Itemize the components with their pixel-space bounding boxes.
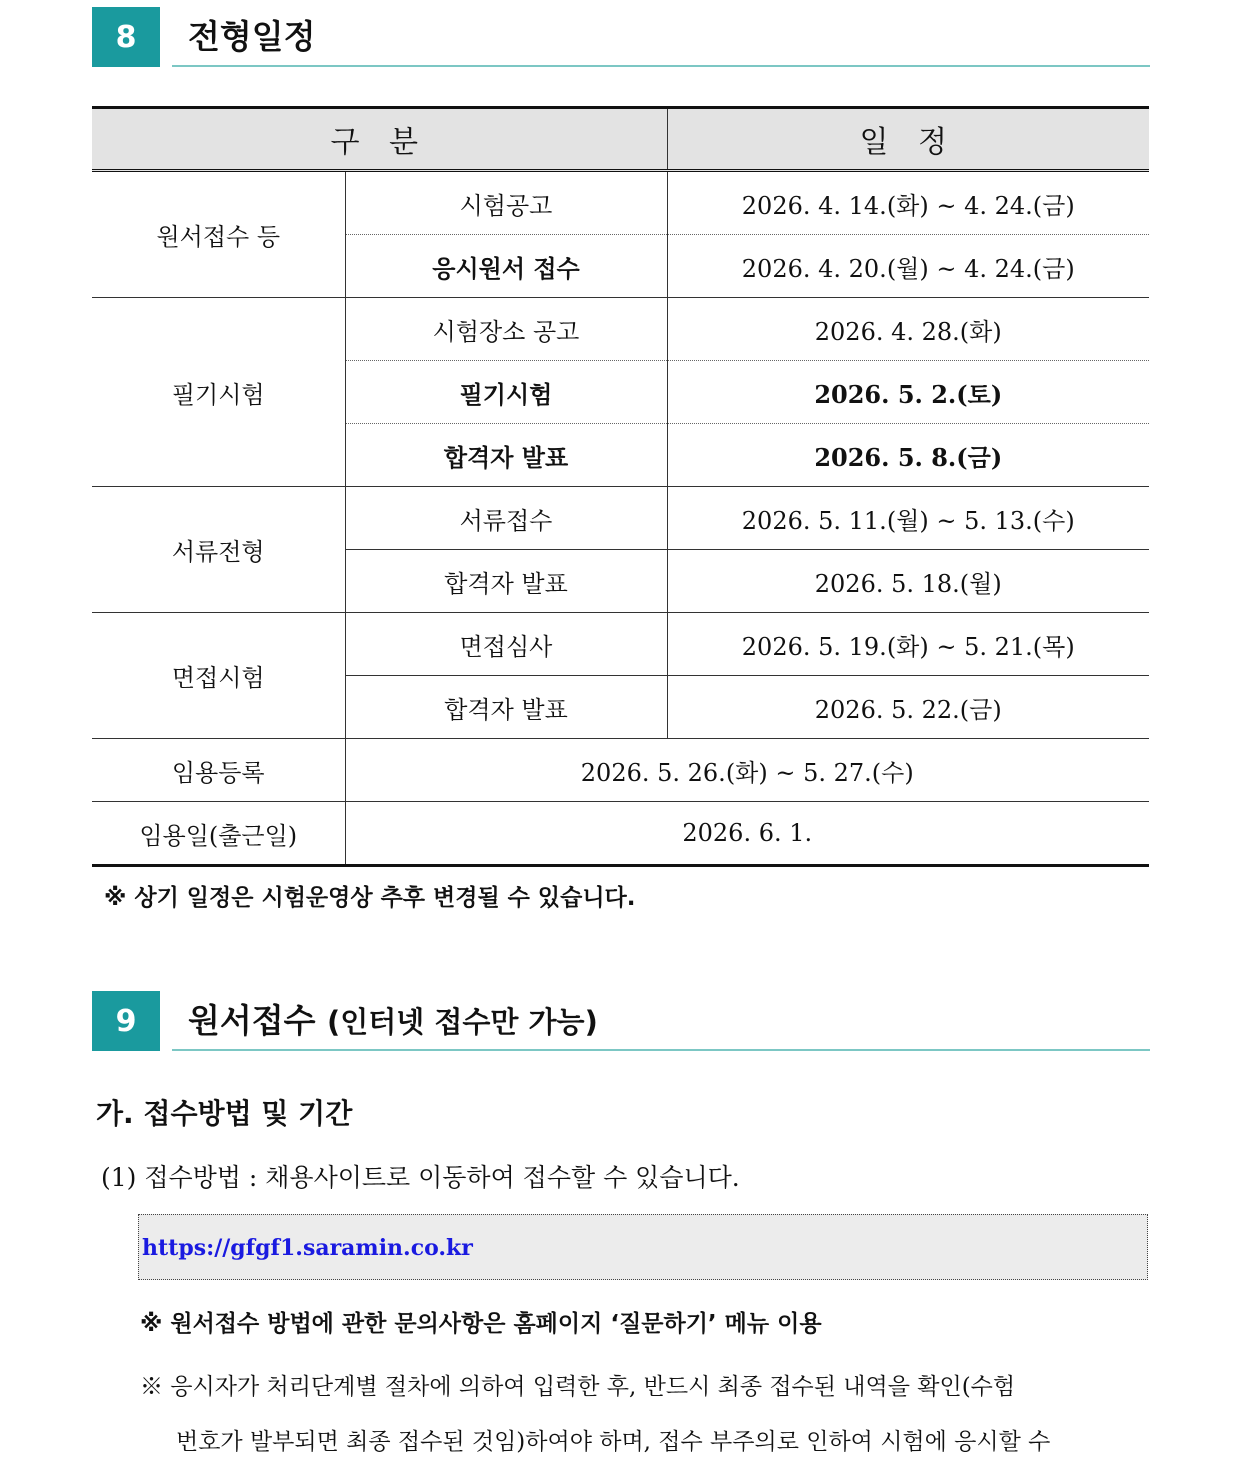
table-row xyxy=(92,298,1149,361)
section-8-header xyxy=(92,7,1150,67)
schedule-note: ※ 상기 일정은 시험운영상 추후 변경될 수 있습니다. xyxy=(104,885,636,911)
date-cell: 2026. 4. 20.(월) ~ 4. 24.(금) xyxy=(667,235,1149,298)
url-link[interactable]: https://gfgf1.saramin.co.kr xyxy=(142,1235,473,1261)
step-cell: 합격자 발표 xyxy=(345,676,667,739)
schedule-table xyxy=(92,106,1149,867)
date-cell: 2026. 5. 18.(월) xyxy=(667,550,1149,613)
confirm-note-line-2: 번호가 발부되면 최종 접수된 것임)하여야 하며, 접수 부주의로 인하여 시험에 응시할 수 xyxy=(176,1429,1051,1455)
date-cell: 2026. 5. 22.(금) xyxy=(667,676,1149,739)
subheading: 가. 접수방법 및 기간 xyxy=(96,1097,353,1130)
confirm-note-line-1: ※ 응시자가 처리단계별 절차에 의하여 입력한 후, 반드시 최종 접수된 내역을 확인(수험 xyxy=(140,1374,1016,1400)
date-cell: 2026. 5. 11.(월) ~ 5. 13.(수) xyxy=(667,487,1149,550)
category-cell: 원서접수 등 xyxy=(92,171,345,298)
table-row xyxy=(92,739,1149,802)
step-cell: 필기시험 xyxy=(345,361,667,424)
table-row xyxy=(92,171,1149,235)
section-9-header xyxy=(92,991,1150,1051)
date-cell: 2026. 5. 19.(화) ~ 5. 21.(목) xyxy=(667,613,1149,676)
date-cell: 2026. 5. 8.(금) xyxy=(667,424,1149,487)
section-title: 전형일정 xyxy=(188,17,316,56)
category-cell: 서류전형 xyxy=(92,487,345,613)
step-cell: 면접심사 xyxy=(345,613,667,676)
section-number: 9 xyxy=(92,991,160,1051)
table-row xyxy=(92,802,1149,866)
inquiry-note: ※ 원서접수 방법에 관한 문의사항은 홈페이지 ‘질문하기’ 메뉴 이용 xyxy=(140,1311,822,1337)
section-underline xyxy=(172,1049,1150,1051)
table-row xyxy=(92,487,1149,550)
header-category: 구 분 xyxy=(92,108,667,171)
url-box xyxy=(138,1214,1148,1280)
category-cell: 면접시험 xyxy=(92,613,345,739)
section-title-main: 원서접수 xyxy=(188,1001,316,1040)
date-cell: 2026. 4. 14.(화) ~ 4. 24.(금) xyxy=(667,171,1149,235)
date-cell: 2026. 4. 28.(화) xyxy=(667,298,1149,361)
step-cell: 응시원서 접수 xyxy=(345,235,667,298)
category-cell: 필기시험 xyxy=(92,298,345,487)
category-cell: 임용등록 xyxy=(92,739,345,802)
section-number: 8 xyxy=(92,7,160,67)
category-cell: 임용일(출근일) xyxy=(92,802,345,866)
date-cell: 2026. 5. 26.(화) ~ 5. 27.(수) xyxy=(345,739,1149,802)
section-title xyxy=(188,995,598,1042)
header-schedule: 일 정 xyxy=(667,108,1149,171)
step-cell: 서류접수 xyxy=(345,487,667,550)
step-cell: 시험공고 xyxy=(345,171,667,235)
step-cell: 합격자 발표 xyxy=(345,550,667,613)
confirm-note xyxy=(140,1360,1150,1470)
table-header-row xyxy=(92,108,1149,171)
date-cell: 2026. 5. 2.(토) xyxy=(667,361,1149,424)
date-cell: 2026. 6. 1. xyxy=(345,802,1149,866)
section-underline xyxy=(172,65,1150,67)
method-item: (1) 접수방법 : 채용사이트로 이동하여 접수할 수 있습니다. xyxy=(101,1163,740,1192)
step-cell: 시험장소 공고 xyxy=(345,298,667,361)
table-row xyxy=(92,613,1149,676)
step-cell: 합격자 발표 xyxy=(345,424,667,487)
section-title-sub: (인터넷 접수만 가능) xyxy=(327,1005,598,1039)
